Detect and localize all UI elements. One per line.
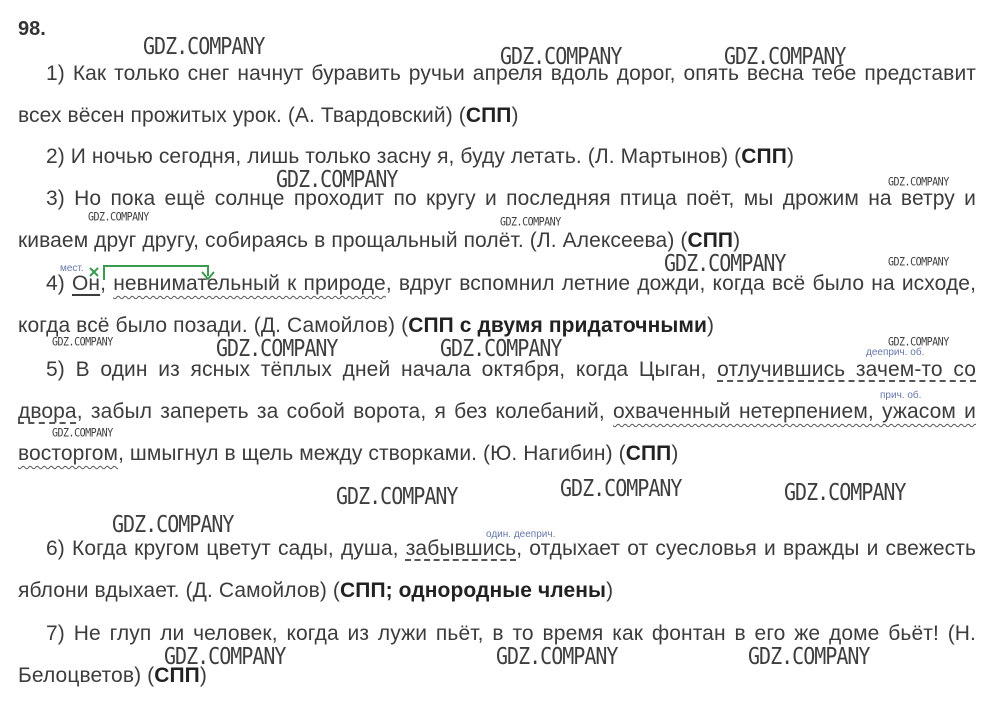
watermark: GDZ.COMPANY bbox=[784, 478, 906, 506]
watermark: GDZ.COMPANY bbox=[52, 427, 113, 440]
watermark: GDZ.COMPANY bbox=[500, 42, 622, 70]
watermark: GDZ.COMPANY bbox=[888, 176, 949, 189]
note-participle-phrase: прич. об. bbox=[880, 390, 922, 401]
sentence-4-close: ) bbox=[707, 314, 715, 337]
watermark: GDZ.COMPANY bbox=[560, 474, 682, 502]
watermark: GDZ.COMPANY bbox=[52, 336, 113, 349]
sentence-5 bbox=[18, 349, 976, 475]
sentence-6 bbox=[18, 528, 976, 612]
watermark: GDZ.COMPANY bbox=[336, 482, 458, 510]
sentence-4-number: 4) bbox=[46, 272, 72, 295]
watermark: GDZ.COMPANY bbox=[888, 256, 949, 269]
sentence-2-close: ) bbox=[786, 145, 795, 168]
sentence-3-type: СПП bbox=[687, 229, 734, 252]
sentence-5-text-c: , шмыгнул в щель между створками. (Ю. Нагибин) ( bbox=[118, 442, 626, 465]
sentence-2-type: СПП bbox=[741, 145, 787, 168]
note-gerund-phrase: дееприч. об. bbox=[866, 347, 925, 358]
sentence-2-text: 2) И ночью сегодня, лишь только засну я, буду летать. (Л. Мартынов) ( bbox=[46, 145, 742, 168]
sentence-6-type: СПП; однородные члены bbox=[340, 579, 607, 602]
watermark: GDZ.COMPANY bbox=[888, 336, 949, 349]
sentence-2 bbox=[18, 136, 976, 178]
sentence-4-comma: , bbox=[100, 272, 114, 295]
watermark: GDZ.COMPANY bbox=[276, 165, 398, 193]
watermark: GDZ.COMPANY bbox=[164, 642, 286, 670]
note-single-gerund: один. дееприч. bbox=[486, 529, 556, 540]
sentence-6-text-b: , отдыхает от суесловья и вражды и свежесть яблони вдыхает. (Д. Самойлов) ( bbox=[18, 537, 976, 602]
sentence-6-text-a: 6) Когда кругом цветут сады, душа, bbox=[46, 537, 406, 560]
sentence-6-close: ) bbox=[606, 579, 614, 602]
watermark: GDZ.COMPANY bbox=[748, 642, 870, 670]
sentence-3-close: ) bbox=[733, 229, 741, 252]
sentence-5-type: СПП bbox=[625, 442, 672, 465]
sentence-1-close: ) bbox=[511, 104, 519, 127]
sentence-1-type: СПП bbox=[465, 104, 512, 127]
exercise-number: 98. bbox=[18, 18, 46, 40]
sentence-5-adverbial-phrase: отлучившись зачем-то со двора bbox=[18, 358, 976, 423]
sentence-7-text: 7) Не глуп ли человек, когда из лужи пьёт, в то время как фонтан в его же доме бьёт! (Н. Белоцветов) ( bbox=[18, 622, 976, 687]
sentence-4-subject: Он bbox=[72, 272, 101, 295]
watermark: GDZ.COMPANY bbox=[88, 211, 149, 224]
sentence-7-close: ) bbox=[199, 664, 207, 687]
watermark: GDZ.COMPANY bbox=[143, 32, 265, 60]
sentence-4-adjective-phrase: невнимательный к природе bbox=[113, 272, 386, 295]
sentence-1-text: 1) Как только снег начнут буравить ручьи апреля вдоль дорог, опять весна тебе представит всех вёсен прожитых урок. (А. Твардовский) ( bbox=[18, 62, 976, 127]
note-pronoun: мест. bbox=[60, 263, 84, 274]
sentence-5-text-a: 5) В один из ясных тёплых дней начала октября, когда Цыган, bbox=[46, 358, 718, 381]
sentence-5-participle-phrase: охваченный нетерпением, ужасом и восторгом bbox=[18, 400, 976, 465]
watermark: GDZ.COMPANY bbox=[496, 642, 618, 670]
watermark: GDZ.COMPANY bbox=[216, 334, 338, 362]
watermark: GDZ.COMPANY bbox=[500, 216, 561, 229]
watermark: GDZ.COMPANY bbox=[112, 510, 234, 538]
sentence-5-text-b: , забыл запереть за собой ворота, я без колебаний, bbox=[76, 400, 614, 423]
sentence-6-gerund: забывшись bbox=[405, 537, 517, 560]
sentence-7-type: СПП bbox=[154, 664, 200, 687]
watermark: GDZ.COMPANY bbox=[724, 42, 846, 70]
watermark: GDZ.COMPANY bbox=[440, 334, 562, 362]
pronoun-link-arrow-icon bbox=[86, 262, 216, 284]
sentence-4-text: , вдруг вспомнил летние дожди, когда всё было на исходе, когда всё было позади. (Д. Самойлов) ( bbox=[18, 272, 977, 337]
sentence-3 bbox=[18, 178, 976, 262]
sentence-5-close: ) bbox=[671, 442, 679, 465]
sentence-4-type: СПП с двумя придаточными bbox=[408, 314, 708, 337]
watermark: GDZ.COMPANY bbox=[664, 249, 786, 277]
sentence-3-text: 3) Но пока ещё солнце проходит по кругу и последняя птица поёт, мы дрожим на ветру и киваем друг другу, собираясь в прощальный полёт. (Л. Алексеева) ( bbox=[18, 187, 976, 252]
